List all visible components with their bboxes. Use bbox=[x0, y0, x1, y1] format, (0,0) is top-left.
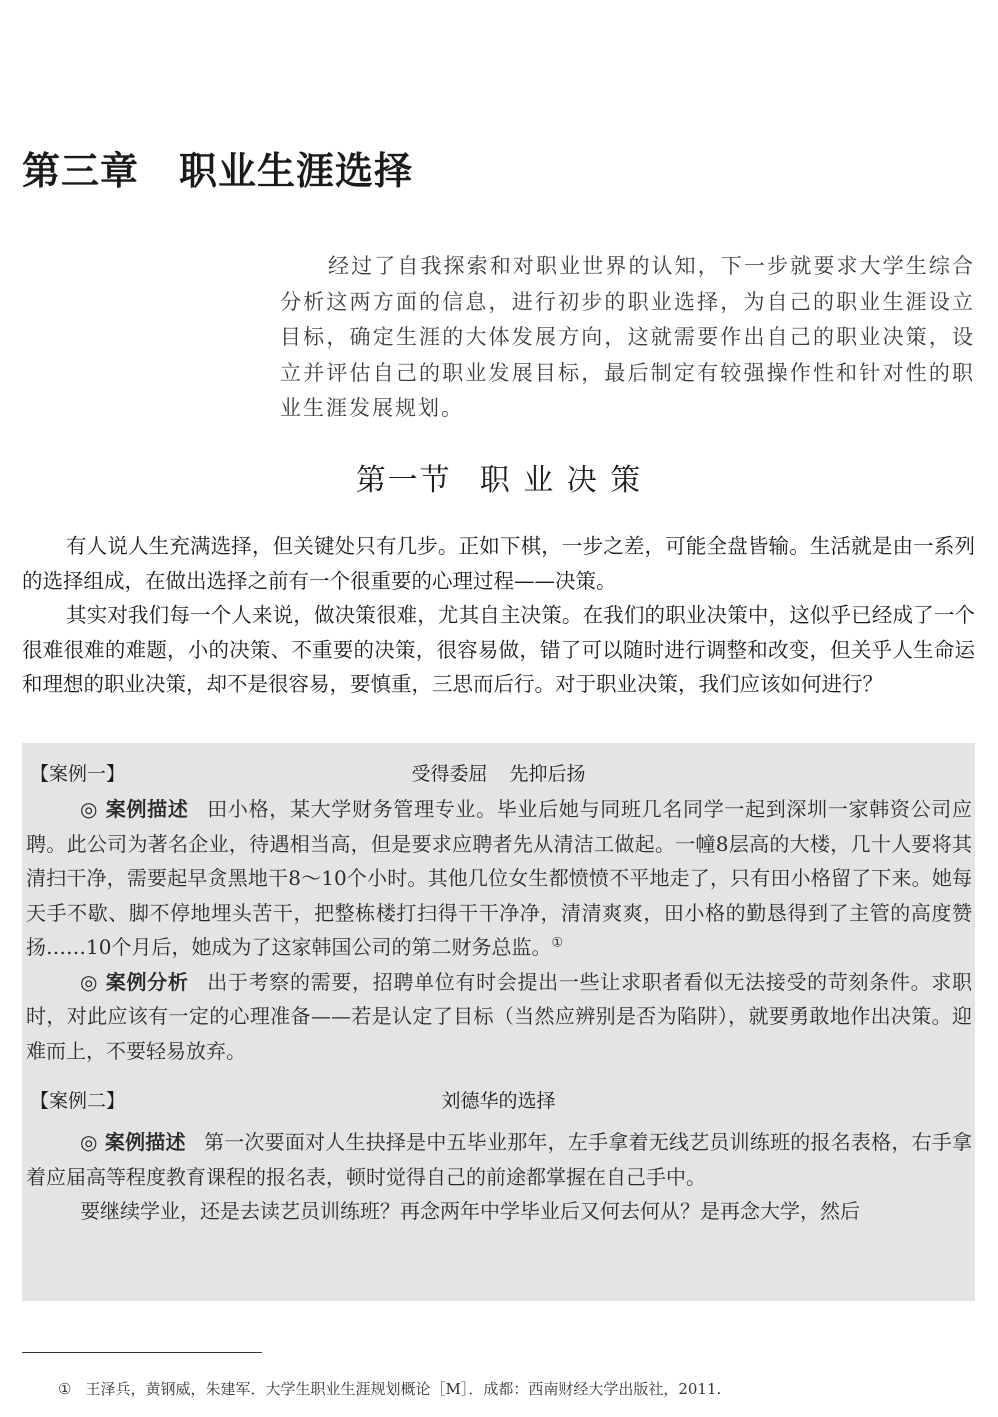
case-2-description-cont: 要继续学业，还是去读艺员训练班？再念两年中学毕业后又何去何从？是再念大学，然后 bbox=[80, 1199, 860, 1223]
case-2-label: 【案例二】 bbox=[30, 1090, 126, 1112]
case-1-title-a: 受得委屈 bbox=[411, 763, 488, 785]
case-1-desc-tag: ◎ 案例描述 bbox=[80, 797, 189, 821]
case-1-analysis-tag: ◎ 案例分析 bbox=[80, 969, 189, 994]
section-number: 第一节 bbox=[355, 463, 452, 498]
case-1-analysis-text: 出于考察的需要，招聘单位有时会提出一些让求职者看似无法接受的苛刻条件。求职时，对此应该有一定的心理准备——若是认定了目标（当然应辨别是否为陷阱），就要勇敢地作出决策。迎难而上，不要轻易放弃。 bbox=[26, 969, 972, 1063]
case-1-desc-text: 田小格，某大学财务管理专业。毕业后她与同班几名同学一起到深圳一家韩资公司应聘。此公司为著名企业，待遇相当高，但是要求应聘者先从清洁工做起。一幢8层高的大楼，几十人要将其清扫干净，需要起早贪黑地干8～10个小时。其他几位女生都愤愤不平地走了，只有田小格留了下来。她每天手不歇、脚不停地埋头苦干，把整栋楼打扫得干干净净，清清爽爽，田小格的勤恳得到了主管的高度赞扬……10个月后，她成为了这家韩国公司的第二财务总监。 bbox=[26, 797, 972, 959]
case-2-header bbox=[22, 1070, 975, 1112]
footnote-ref[interactable]: ① bbox=[551, 935, 564, 951]
body-text bbox=[22, 529, 975, 702]
chapter-title bbox=[22, 140, 413, 195]
case-1-header bbox=[22, 743, 975, 785]
case-1-analysis bbox=[22, 965, 975, 1069]
chapter-intro: 经过了自我探索和对职业世界的认知，下一步就要求大学生综合分析这两方面的信息，进行初步的职业选择，为自己的职业生涯设立目标，确定生涯的大体发展方向，这就需要作出自己的职业决策，设立并评估自己的职业发展目标，最后制定有较强操作性和针对性的职业生涯发展规划。 bbox=[280, 254, 975, 420]
case-2-description bbox=[22, 1125, 975, 1194]
section-title bbox=[0, 455, 998, 499]
case-1-title-b: 先抑后扬 bbox=[509, 763, 586, 785]
paragraph-1: 有人说人生充满选择，但关键处只有几步。正如下棋，一步之差，可能全盘皆输。生活就是由一系列的选择组成，在做出选择之前有一个很重要的心理过程——决策。 bbox=[22, 534, 975, 593]
footnote-divider bbox=[22, 1352, 262, 1353]
paragraph-2: 其实对我们每一个人来说，做决策很难，尤其自主决策。在我们的职业决策中，这似乎已经成了一个很难很难的难题，小的决策、不重要的决策，很容易做，错了可以随时进行调整和改变，但关乎人生命运和理想的职业决策，却不是很容易，要慎重，三思而后行。对于职业决策，我们应该如何进行？ bbox=[22, 603, 975, 696]
footnote-text: 王泽兵，黄钢威，朱建军．大学生职业生涯规划概论［M］．成都：西南财经大学出版社，2011. bbox=[85, 1380, 722, 1398]
footnote bbox=[58, 1378, 721, 1399]
case-2-desc-text: 第一次要面对人生抉择是中五毕业那年，左手拿着无线艺员训练班的报名表格，右手拿着应届高等程度教育课程的报名表，顿时觉得自己的前途都掌握在自己手中。 bbox=[26, 1130, 973, 1189]
case-study-box bbox=[22, 743, 975, 1301]
case-2-desc-tag: ◎ 案例描述 bbox=[80, 1130, 186, 1154]
case-1-title bbox=[22, 759, 975, 786]
case-1-description bbox=[22, 792, 975, 965]
case-1-label: 【案例一】 bbox=[30, 763, 126, 785]
chapter-name: 职业生涯选择 bbox=[179, 148, 414, 193]
footnote-number: ① bbox=[58, 1380, 72, 1398]
section-name: 职 业 决 策 bbox=[479, 463, 643, 498]
chapter-number: 第三章 bbox=[22, 148, 140, 193]
case-2-title: 刘德华的选择 bbox=[441, 1090, 556, 1112]
